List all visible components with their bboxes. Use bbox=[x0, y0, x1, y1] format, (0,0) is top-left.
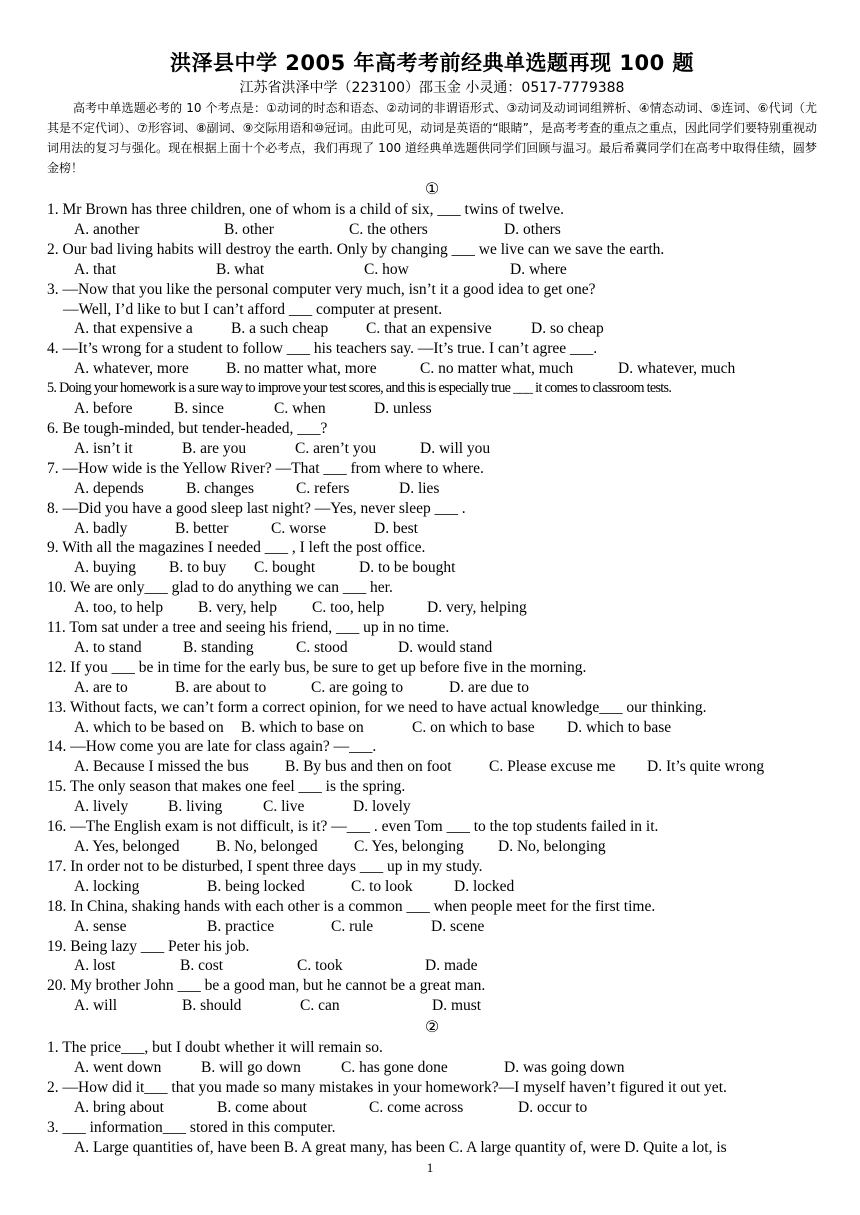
question-text: 13. Without facts, we can’t form a correct opinion, for we need to have actual knowledge___ our thinking. bbox=[47, 698, 707, 716]
answer-option[interactable]: D. best bbox=[374, 519, 418, 537]
answer-options bbox=[47, 757, 817, 777]
answer-options bbox=[47, 1098, 817, 1118]
answer-option[interactable]: A. Large quantities of, have been B. A great many, has been C. A large quantity of, were D. Quite a lot, is bbox=[74, 1138, 727, 1156]
answer-option[interactable]: B. By bus and then on foot bbox=[285, 758, 452, 776]
answer-option[interactable]: D. will you bbox=[420, 439, 491, 457]
answer-option[interactable]: B. cost bbox=[180, 957, 224, 975]
answer-options bbox=[47, 439, 817, 459]
answer-option[interactable]: A. Because I missed the bus bbox=[74, 758, 249, 776]
answer-option[interactable]: C. on which to base bbox=[412, 718, 535, 736]
answer-option[interactable]: B. are about to bbox=[175, 678, 267, 696]
answer-options bbox=[47, 718, 817, 738]
question-text: 3. —Now that you like the personal computer very much, isn’t it a good idea to get one? bbox=[47, 280, 596, 298]
answer-option[interactable]: D. must bbox=[432, 997, 482, 1015]
answer-option[interactable]: B. living bbox=[168, 798, 223, 816]
question-text: 14. —How come you are late for class again? —___. bbox=[47, 738, 377, 756]
answer-option[interactable]: A. lost bbox=[74, 957, 116, 975]
answer-option[interactable]: A. another bbox=[74, 220, 140, 238]
answer-option[interactable]: B. a such cheap bbox=[231, 320, 329, 338]
answer-option[interactable]: C. too, help bbox=[312, 599, 385, 617]
answer-option[interactable]: D. which to base bbox=[567, 718, 672, 736]
section-marker-2: ② bbox=[424, 1017, 440, 1037]
question-text: 1. Mr Brown has three children, one of whom is a child of six, ___ twins of twelve. bbox=[47, 201, 565, 218]
answer-option[interactable]: B. practice bbox=[207, 917, 275, 935]
question-text: 7. —How wide is the Yellow River? —That ___ from where to where. bbox=[47, 459, 484, 477]
answer-option[interactable]: D. lies bbox=[399, 479, 440, 497]
answer-options bbox=[47, 399, 817, 419]
question-text: 3. ___ information___ stored in this computer. bbox=[47, 1118, 336, 1136]
answer-option[interactable]: A. will bbox=[74, 997, 118, 1015]
answer-option[interactable]: B. no matter what, more bbox=[226, 360, 377, 378]
answer-options bbox=[47, 1138, 817, 1158]
answer-option[interactable]: C. bought bbox=[254, 559, 316, 577]
question-text: 19. Being lazy ___ Peter his job. bbox=[47, 937, 250, 955]
answer-option[interactable]: C. stood bbox=[296, 638, 348, 656]
question-text: 11. Tom sat under a tree and seeing his friend, ___ up in no time. bbox=[47, 619, 450, 637]
section-marker-1: ① bbox=[424, 179, 440, 198]
answer-options bbox=[47, 638, 817, 658]
answer-option[interactable]: A. went down bbox=[74, 1059, 162, 1077]
answer-option[interactable]: A. isn’t it bbox=[74, 439, 133, 457]
answer-options bbox=[47, 558, 817, 578]
answer-options bbox=[47, 598, 817, 618]
answer-option[interactable]: A. whatever, more bbox=[74, 360, 189, 378]
answer-option[interactable]: B. come about bbox=[217, 1098, 307, 1116]
question-dialogue-line: —Well, I’d like to but I can’t afford ___ computer at present. bbox=[63, 300, 443, 318]
answer-option[interactable]: A. lively bbox=[74, 798, 129, 816]
answer-option[interactable]: D. lovely bbox=[353, 798, 411, 816]
question-text: 10. We are only___ glad to do anything we can ___ her. bbox=[47, 579, 393, 597]
answer-option[interactable]: B. should bbox=[182, 997, 242, 1015]
answer-option[interactable]: D. others bbox=[504, 220, 561, 238]
answer-option[interactable]: C. are going to bbox=[311, 678, 404, 696]
answer-option[interactable]: D. locked bbox=[454, 877, 515, 895]
answer-option[interactable]: D. made bbox=[425, 957, 478, 975]
answer-option[interactable]: C. live bbox=[263, 798, 305, 816]
answer-option[interactable]: B. since bbox=[174, 400, 224, 418]
intro-paragraph: 高考中单选题必考的 10 个考点是：①动词的时态和语态、②动词的非谓语形式、③动词及动词词组辨析、④情态动词、⑤连词、⑥代词（尤其是不定代词）、⑦形容词、⑧副词、⑨交际用语和⑩冠词。由此可见，动词是英语的“眼睛”，是高考考查的重点之重点，因此同学们要特别重视动词用法的复习与强化。现在根据上面十个必考点，我们再现了 100 道经典单选题供同学们回顾与温习。最后希冀同学们在高考中取得佳绩，圆梦金榜！ bbox=[47, 101, 817, 175]
answer-option[interactable]: B. will go down bbox=[201, 1059, 301, 1077]
answer-options bbox=[47, 837, 817, 857]
answer-option[interactable]: C. has gone done bbox=[341, 1059, 448, 1077]
answer-option[interactable]: A. are to bbox=[74, 678, 128, 696]
author-line: 江苏省洪泽中学（223100）邵玉金 小灵通：0517-7779388 bbox=[239, 80, 625, 96]
question-text: 2. —How did it___ that you made so many mistakes in your homework?—I myself haven’t figured it out yet. bbox=[47, 1078, 727, 1096]
answer-option[interactable]: D. where bbox=[510, 260, 567, 278]
answer-option[interactable]: D. It’s quite wrong bbox=[647, 758, 765, 776]
answer-option[interactable]: C. when bbox=[274, 400, 326, 418]
answer-option[interactable]: C. that an expensive bbox=[366, 320, 492, 338]
answer-options bbox=[47, 359, 817, 379]
answer-option[interactable]: A. Yes, belonged bbox=[74, 838, 180, 855]
answer-option[interactable]: A. locking bbox=[74, 877, 140, 895]
answer-option[interactable]: B. standing bbox=[183, 638, 254, 656]
question-text: 17. In order not to be disturbed, I spent three days ___ up in my study. bbox=[47, 857, 483, 875]
question-text: 20. My brother John ___ be a good man, but he cannot be a great man. bbox=[47, 977, 486, 995]
answer-options bbox=[47, 260, 817, 280]
answer-options bbox=[47, 797, 817, 817]
answer-option[interactable]: A. sense bbox=[74, 917, 127, 935]
answer-option[interactable]: A. to stand bbox=[74, 638, 142, 656]
answer-option[interactable]: D. occur to bbox=[518, 1098, 588, 1116]
answer-option[interactable]: C. rule bbox=[331, 917, 374, 935]
answer-option[interactable]: A. too, to help bbox=[74, 599, 164, 617]
question-text: 5. Doing your homework is a sure way to improve your test scores, and this is especially true ___ it comes to classroom tests. bbox=[47, 380, 672, 397]
answer-option[interactable]: B. are you bbox=[182, 439, 247, 457]
answer-option[interactable]: D. unless bbox=[374, 400, 432, 418]
answer-option[interactable]: A. bring about bbox=[74, 1098, 164, 1116]
answer-option[interactable]: D. was going down bbox=[504, 1059, 625, 1077]
answer-option[interactable]: C. no matter what, much bbox=[420, 360, 574, 378]
answer-option[interactable]: C. Yes, belonging bbox=[354, 838, 464, 855]
answer-options bbox=[47, 220, 817, 240]
answer-option[interactable]: B. which to base on bbox=[241, 718, 364, 736]
answer-option[interactable]: C. took bbox=[297, 957, 343, 975]
answer-options bbox=[47, 519, 817, 539]
answer-option[interactable]: C. refers bbox=[296, 479, 350, 497]
question-text: 2. Our bad living habits will destroy the earth. Only by changing ___ we live can we save the earth. bbox=[47, 240, 665, 258]
answer-option[interactable]: B. changes bbox=[186, 479, 255, 497]
question-text: 6. Be tough-minded, but tender-headed, ___? bbox=[47, 419, 328, 437]
question-list-2 bbox=[47, 1038, 817, 1157]
question-text: 18. In China, shaking hands with each other is a common ___ when people meet for the first time. bbox=[47, 897, 656, 915]
answer-option[interactable]: A. before bbox=[74, 400, 133, 418]
answer-option[interactable]: C. come across bbox=[369, 1098, 464, 1116]
answer-option[interactable]: B. No, belonged bbox=[216, 838, 318, 855]
answer-option[interactable]: A. buying bbox=[74, 559, 136, 577]
answer-options bbox=[47, 917, 817, 937]
question-text: 12. If you ___ be in time for the early bus, be sure to get up before five in the morning. bbox=[47, 658, 587, 676]
document-page bbox=[47, 48, 817, 1158]
page-number: 1 bbox=[426, 1160, 434, 1175]
document-title: 洪泽县中学 2005 年高考考前经典单选题再现 100 题 bbox=[169, 51, 695, 75]
answer-option[interactable]: D. are due to bbox=[449, 678, 530, 696]
answer-option[interactable]: B. being locked bbox=[207, 877, 305, 895]
answer-option[interactable]: B. other bbox=[224, 220, 274, 238]
answer-option[interactable]: D. so cheap bbox=[531, 320, 604, 338]
question-text: 1. The price___, but I doubt whether it will remain so. bbox=[47, 1039, 383, 1057]
question-text: 16. —The English exam is not difficult, is it? —___ . even Tom ___ to the top students failed in it. bbox=[47, 818, 659, 836]
answer-option[interactable]: A. that expensive a bbox=[74, 320, 193, 338]
answer-option[interactable]: D. whatever, much bbox=[618, 360, 736, 378]
answer-option[interactable]: A. that bbox=[74, 260, 117, 278]
answer-options bbox=[47, 1058, 817, 1078]
answer-option[interactable]: C. to look bbox=[351, 877, 413, 895]
question-list-1 bbox=[47, 200, 817, 1016]
answer-option[interactable]: D. would stand bbox=[398, 638, 493, 656]
answer-option[interactable]: C. can bbox=[300, 997, 340, 1015]
answer-option[interactable]: C. the others bbox=[349, 220, 428, 238]
answer-options bbox=[47, 479, 817, 499]
answer-option[interactable]: D. to be bought bbox=[359, 559, 456, 577]
answer-option[interactable]: C. how bbox=[364, 260, 409, 278]
answer-option[interactable]: A. badly bbox=[74, 519, 128, 537]
question-text: 8. —Did you have a good sleep last night? —Yes, never sleep ___ . bbox=[47, 499, 466, 517]
question-text: 4. —It’s wrong for a student to follow ___ his teachers say. —It’s true. I can’t agree ___. bbox=[47, 340, 598, 358]
answer-option[interactable]: C. Please excuse me bbox=[489, 758, 616, 776]
answer-options bbox=[47, 319, 817, 339]
answer-option[interactable]: D. No, belonging bbox=[498, 838, 606, 855]
answer-option[interactable]: D. very, helping bbox=[427, 599, 527, 617]
answer-option[interactable]: B. better bbox=[175, 519, 229, 537]
answer-option[interactable]: D. scene bbox=[431, 917, 485, 935]
answer-options bbox=[47, 996, 817, 1016]
answer-option[interactable]: C. aren’t you bbox=[295, 439, 377, 457]
answer-options bbox=[47, 956, 817, 976]
answer-option[interactable]: B. very, help bbox=[198, 599, 278, 617]
answer-option[interactable]: B. what bbox=[216, 260, 265, 278]
answer-options bbox=[47, 877, 817, 897]
answer-option[interactable]: B. to buy bbox=[169, 559, 227, 577]
answer-options bbox=[47, 678, 817, 698]
question-text: 9. With all the magazines I needed ___ , I left the post office. bbox=[47, 539, 426, 557]
answer-option[interactable]: A. which to be based on bbox=[74, 718, 224, 736]
answer-option[interactable]: A. depends bbox=[74, 479, 144, 497]
answer-option[interactable]: C. worse bbox=[271, 519, 327, 537]
question-text: 15. The only season that makes one feel ___ is the spring. bbox=[47, 778, 406, 796]
